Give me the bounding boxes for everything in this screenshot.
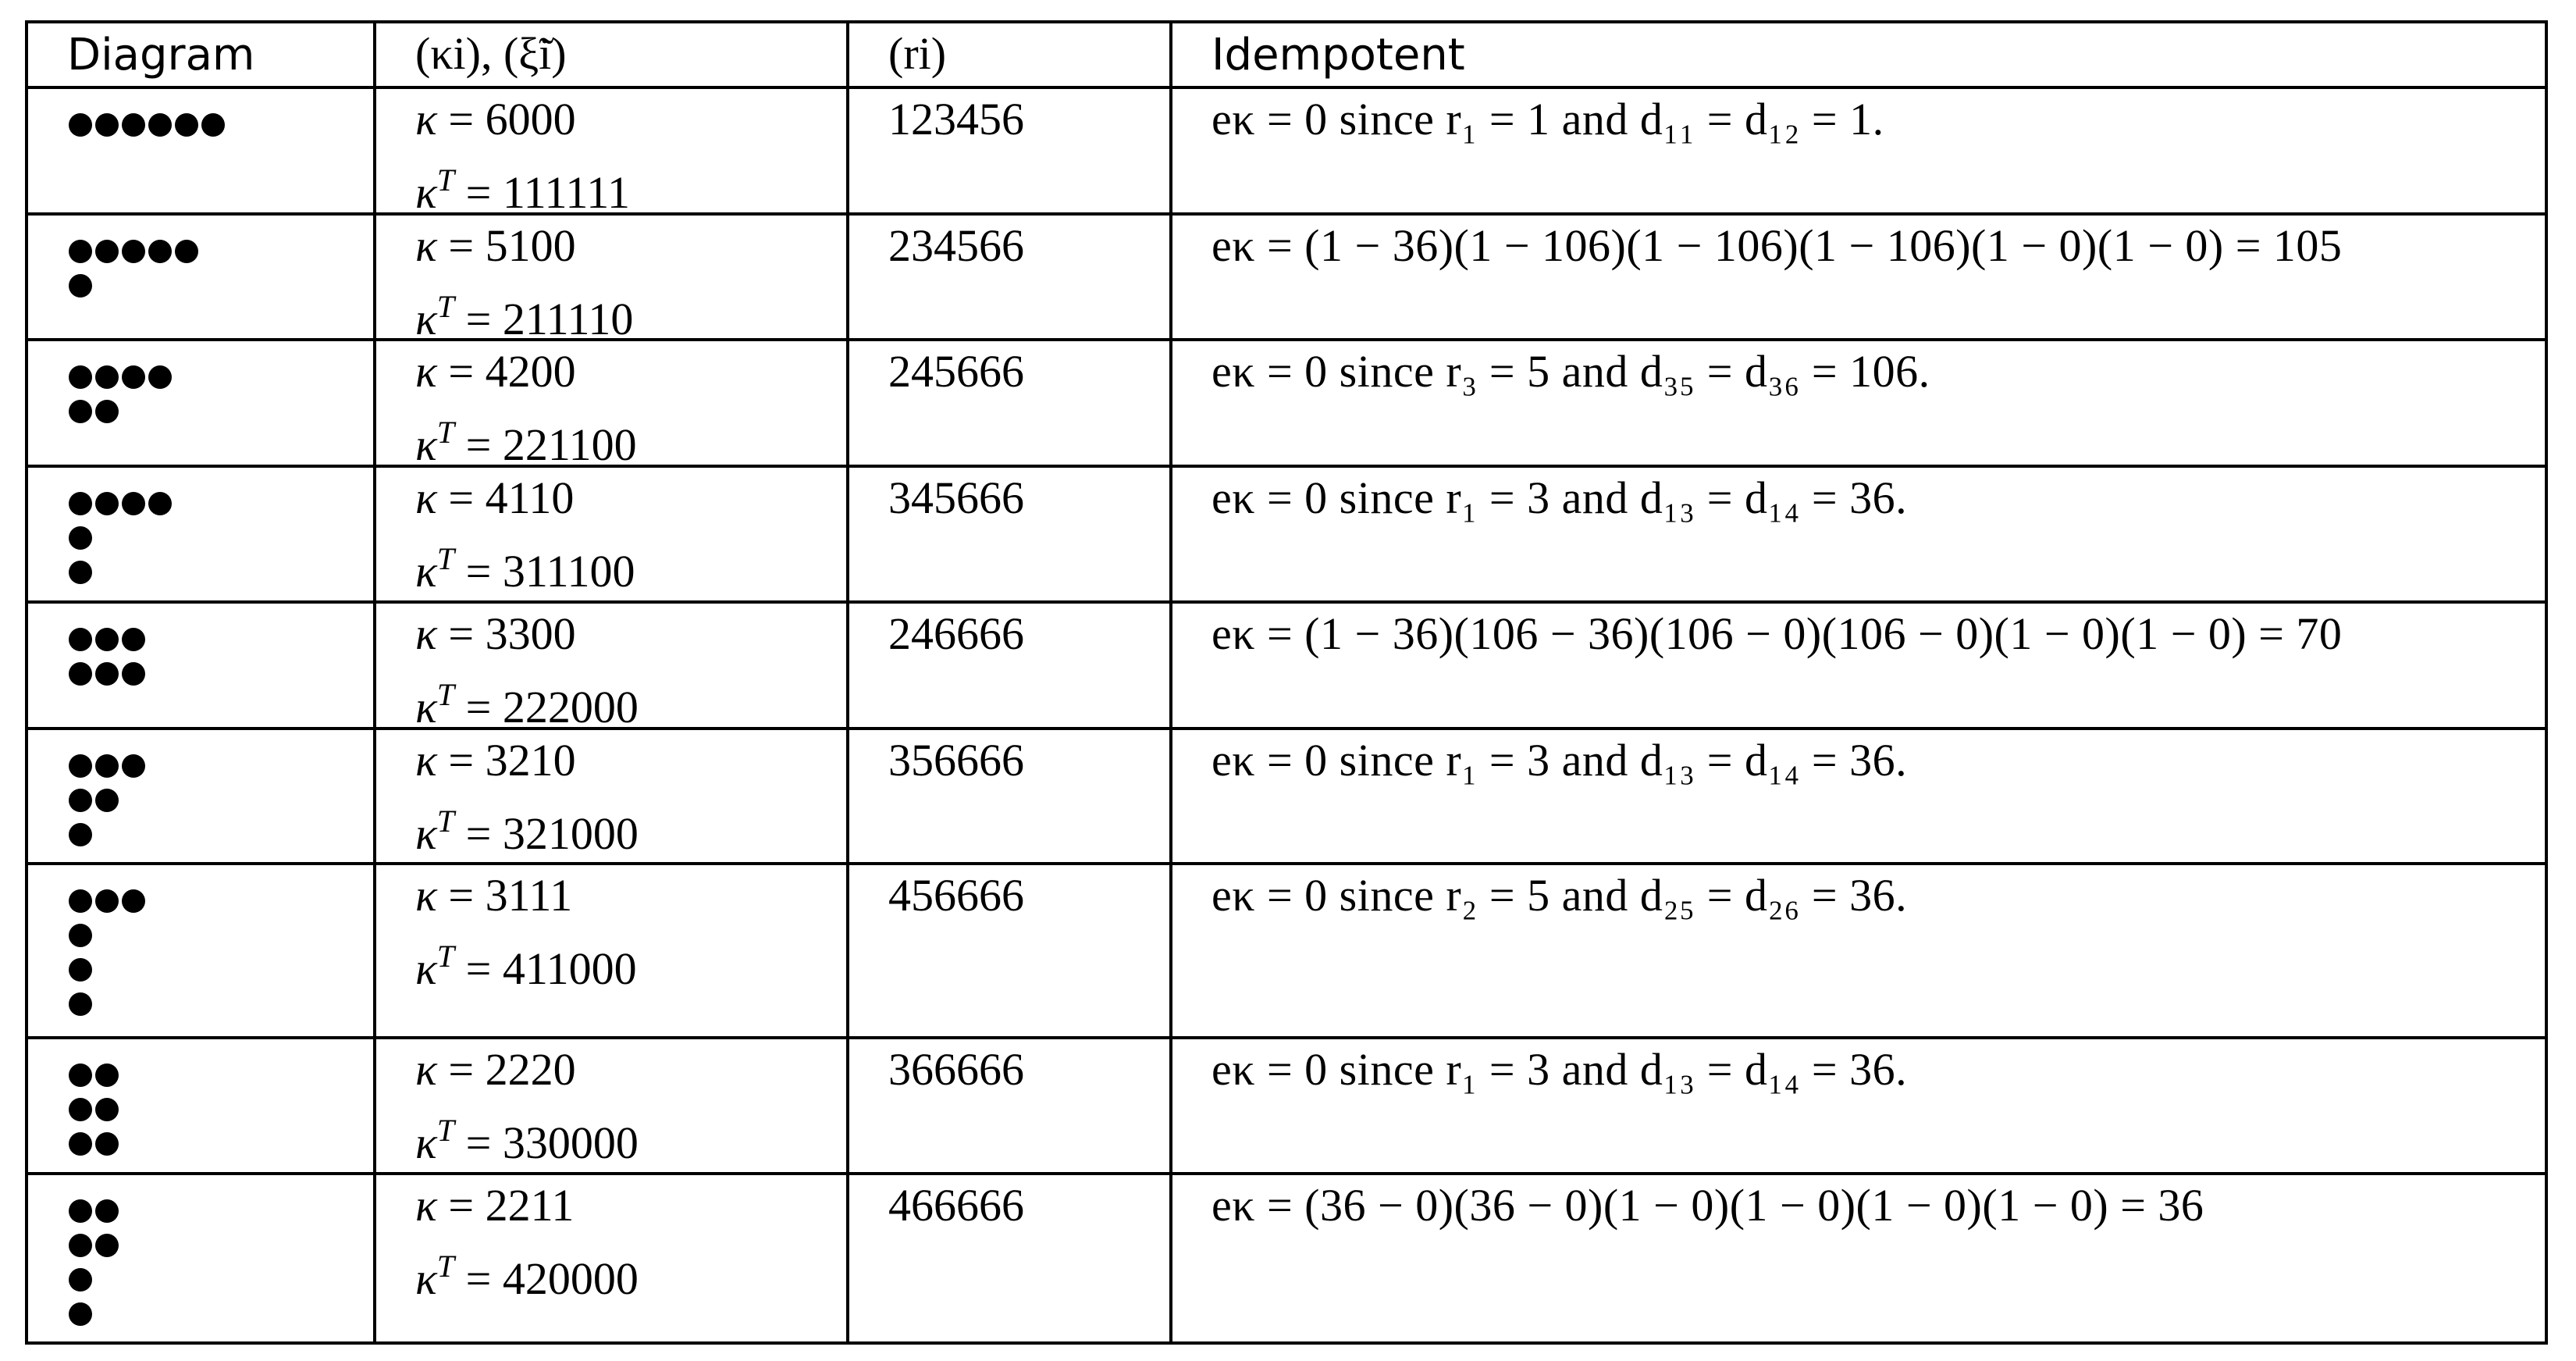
kappa-line: κ = 5100 <box>415 219 576 271</box>
partition-table <box>25 20 2548 1345</box>
diagram-row <box>69 953 373 987</box>
dot-icon <box>69 1064 92 1087</box>
diagram-row <box>69 749 373 783</box>
dot-icon <box>69 1234 92 1257</box>
diagram-row <box>69 1092 373 1127</box>
kappa-transpose-value: 221100 <box>502 419 637 471</box>
r-value: 456666 <box>848 864 1171 1037</box>
kappa-cell <box>375 87 848 218</box>
table-row <box>27 340 2546 466</box>
kappa-value: 6000 <box>485 94 576 144</box>
dot-icon <box>69 113 92 137</box>
r-value: 345666 <box>848 466 1171 602</box>
kappa-transpose-value: 211110 <box>502 293 634 344</box>
kappa-value: 3300 <box>485 607 576 659</box>
kappa-transpose-line: $\kappa^T = 411000$ <box>415 939 637 995</box>
dot-icon <box>69 1098 92 1121</box>
dot-icon <box>95 789 119 812</box>
dot-icon <box>122 754 145 778</box>
dot-icon <box>122 492 145 515</box>
dot-icon <box>95 662 119 686</box>
dot-icon <box>148 492 172 515</box>
diagram-row <box>69 1127 373 1161</box>
idempotent-formula: eκ = (1 − 36)(106 − 36)(106 − 0)(106 − 0)(1 − 0)(1 − 0) = 70 <box>1171 602 2546 729</box>
kappa-transpose-value: 311100 <box>502 546 635 597</box>
kappa-value: 3210 <box>485 734 576 786</box>
table-row <box>27 87 2546 214</box>
diagram-row <box>69 360 373 394</box>
kappa-line: κ = 6000 <box>415 94 576 144</box>
r-value: 356666 <box>848 729 1171 864</box>
kappa-value: 4110 <box>485 472 575 524</box>
dot-icon <box>95 400 119 423</box>
idempotent-formula: eκ = (36 − 0)(36 − 0)(1 − 0)(1 − 0)(1 − 0)(1 − 0) = 36 <box>1171 1174 2546 1343</box>
diagram-row <box>69 657 373 691</box>
r-value: 366666 <box>848 1038 1171 1174</box>
header-row <box>27 22 2546 87</box>
young-diagram <box>27 864 375 1037</box>
kappa-cell <box>375 214 848 344</box>
r-value: 245666 <box>848 340 1171 466</box>
dot-icon <box>122 365 145 389</box>
dot-icon <box>95 113 119 137</box>
dot-icon <box>69 889 92 913</box>
kappa-cell <box>375 729 848 864</box>
diagram-row <box>69 521 373 555</box>
kappa-line: κ = 2220 <box>415 1043 576 1095</box>
table-row <box>27 214 2546 340</box>
kappa-value: 3111 <box>485 870 573 921</box>
dot-icon <box>95 492 119 515</box>
dot-icon <box>95 1064 119 1087</box>
dot-icon <box>95 754 119 778</box>
table-row <box>27 602 2546 729</box>
young-diagram <box>27 1174 375 1343</box>
idempotent-formula: eκ = 0 since r₂ = 5 and d₂₅ = d₂₆ = 36. <box>1171 864 2546 1037</box>
diagram-row <box>69 486 373 521</box>
kappa-line: κ = 4110 <box>415 472 575 524</box>
kappa-transpose-line: $\kappa^T = 330000$ <box>415 1112 639 1168</box>
dot-icon <box>122 113 145 137</box>
young-diagram <box>27 466 375 602</box>
dot-icon <box>69 561 92 584</box>
diagram-row <box>69 1058 373 1092</box>
dot-icon <box>122 628 145 651</box>
dot-icon <box>69 400 92 423</box>
diagram-row <box>69 987 373 1021</box>
dot-icon <box>69 274 92 297</box>
r-value: 466666 <box>848 1174 1171 1343</box>
dot-icon <box>95 365 119 389</box>
idempotent-formula: eκ = 0 since r₁ = 3 and d₁₃ = d₁₄ = 36. <box>1171 466 2546 602</box>
dot-icon <box>95 1234 119 1257</box>
idempotent-formula: eκ = 0 since r₃ = 5 and d₃₅ = d₃₆ = 106. <box>1171 340 2546 466</box>
diagram-row <box>69 394 373 429</box>
kappa-transpose-value: 222000 <box>502 681 639 732</box>
young-diagram <box>27 729 375 864</box>
dot-icon <box>69 754 92 778</box>
kappa-transpose-line: $\kappa^T = 211110$ <box>415 288 634 344</box>
dot-icon <box>69 492 92 515</box>
dot-icon <box>95 1098 119 1121</box>
diagram-row <box>69 818 373 852</box>
kappa-value: 4200 <box>485 346 576 397</box>
kappa-cell <box>375 1174 848 1343</box>
header-kappa-xi: (κi), (ξ̃i) <box>375 22 848 87</box>
diagram-row <box>69 269 373 303</box>
dot-icon <box>148 113 172 137</box>
kappa-transpose-value: 330000 <box>502 1117 639 1168</box>
kappa-value: 2220 <box>485 1043 576 1095</box>
dot-icon <box>69 992 92 1016</box>
diagram-row <box>69 1194 373 1228</box>
young-diagram <box>27 87 375 214</box>
kappa-transpose-value: 420000 <box>502 1252 639 1304</box>
header-idempotent: Idempotent <box>1171 22 2546 87</box>
idempotent-formula: eκ = 0 since r₁ = 1 and d₁₁ = d₁₂ = 1. <box>1171 87 2546 214</box>
dot-icon <box>69 823 92 846</box>
kappa-value: 5100 <box>485 219 576 271</box>
kappa-cell <box>375 466 848 602</box>
dot-icon <box>69 240 92 263</box>
kappa-line: κ = 3300 <box>415 607 576 659</box>
dot-icon <box>69 1199 92 1223</box>
kappa-line: κ = 4200 <box>415 346 576 397</box>
dot-icon <box>69 924 92 947</box>
kappa-transpose-line: $\kappa^T = 222000$ <box>415 676 639 732</box>
dot-icon <box>175 113 198 137</box>
diagram-row <box>69 1263 373 1297</box>
dot-icon <box>148 240 172 263</box>
kappa-transpose-value: 321000 <box>502 807 639 859</box>
young-diagram <box>27 214 375 340</box>
r-value: 246666 <box>848 602 1171 729</box>
dot-icon <box>95 628 119 651</box>
r-value: 234566 <box>848 214 1171 340</box>
idempotent-formula: eκ = 0 since r₁ = 3 and d₁₃ = d₁₄ = 36. <box>1171 729 2546 864</box>
diagram-row <box>69 555 373 590</box>
dot-icon <box>122 662 145 686</box>
kappa-cell <box>375 602 848 732</box>
diagram-row <box>69 884 373 918</box>
diagram-row <box>69 108 373 142</box>
kappa-cell <box>375 1038 848 1174</box>
table-row <box>27 1174 2546 1343</box>
diagram-row <box>69 234 373 269</box>
young-diagram <box>27 1038 375 1174</box>
kappa-transpose-value: 111111 <box>502 167 631 218</box>
table-row <box>27 466 2546 602</box>
diagram-row <box>69 783 373 818</box>
table-row <box>27 1038 2546 1174</box>
dot-icon <box>95 1199 119 1223</box>
kappa-transpose-line: $\kappa^T = 311100$ <box>415 541 635 597</box>
diagram-row <box>69 1228 373 1263</box>
dot-icon <box>122 889 145 913</box>
dot-icon <box>175 240 198 263</box>
table-row <box>27 729 2546 864</box>
dot-icon <box>69 1302 92 1326</box>
dot-icon <box>69 1268 92 1292</box>
kappa-line: κ = 2211 <box>415 1179 575 1231</box>
kappa-line: κ = 3111 <box>415 870 573 921</box>
kappa-transpose-line: $\kappa^T = 420000$ <box>415 1248 639 1304</box>
kappa-transpose-value: 411000 <box>502 943 637 995</box>
dot-icon <box>69 958 92 982</box>
dot-icon <box>69 662 92 686</box>
idempotent-formula: eκ = 0 since r₁ = 3 and d₁₃ = d₁₄ = 36. <box>1171 1038 2546 1174</box>
header-r: (ri) <box>848 22 1171 87</box>
dot-icon <box>95 889 119 913</box>
kappa-cell <box>375 340 848 471</box>
table-row <box>27 864 2546 1037</box>
dot-icon <box>69 628 92 651</box>
kappa-transpose-line: $\kappa^T = 111111$ <box>415 162 631 218</box>
dot-icon <box>201 113 225 137</box>
dot-icon <box>95 1132 119 1156</box>
kappa-transpose-line: $\kappa^T = 321000$ <box>415 803 639 859</box>
dot-icon <box>69 1132 92 1156</box>
dot-icon <box>69 789 92 812</box>
young-diagram <box>27 340 375 466</box>
diagram-row <box>69 622 373 657</box>
kappa-transpose-line: $\kappa^T = 221100$ <box>415 415 637 471</box>
kappa-line: κ = 3210 <box>415 734 576 786</box>
r-value: 123456 <box>848 87 1171 214</box>
diagram-row <box>69 1297 373 1331</box>
kappa-value: 2211 <box>485 1179 575 1231</box>
dot-icon <box>122 240 145 263</box>
dot-icon <box>69 365 92 389</box>
header-diagram: Diagram <box>27 22 375 87</box>
dot-icon <box>148 365 172 389</box>
young-diagram <box>27 602 375 729</box>
dot-icon <box>69 526 92 550</box>
dot-icon <box>95 240 119 263</box>
diagram-row <box>69 918 373 953</box>
idempotent-formula: eκ = (1 − 36)(1 − 106)(1 − 106)(1 − 106)(1 − 0)(1 − 0) = 105 <box>1171 214 2546 340</box>
kappa-cell <box>375 864 848 1037</box>
